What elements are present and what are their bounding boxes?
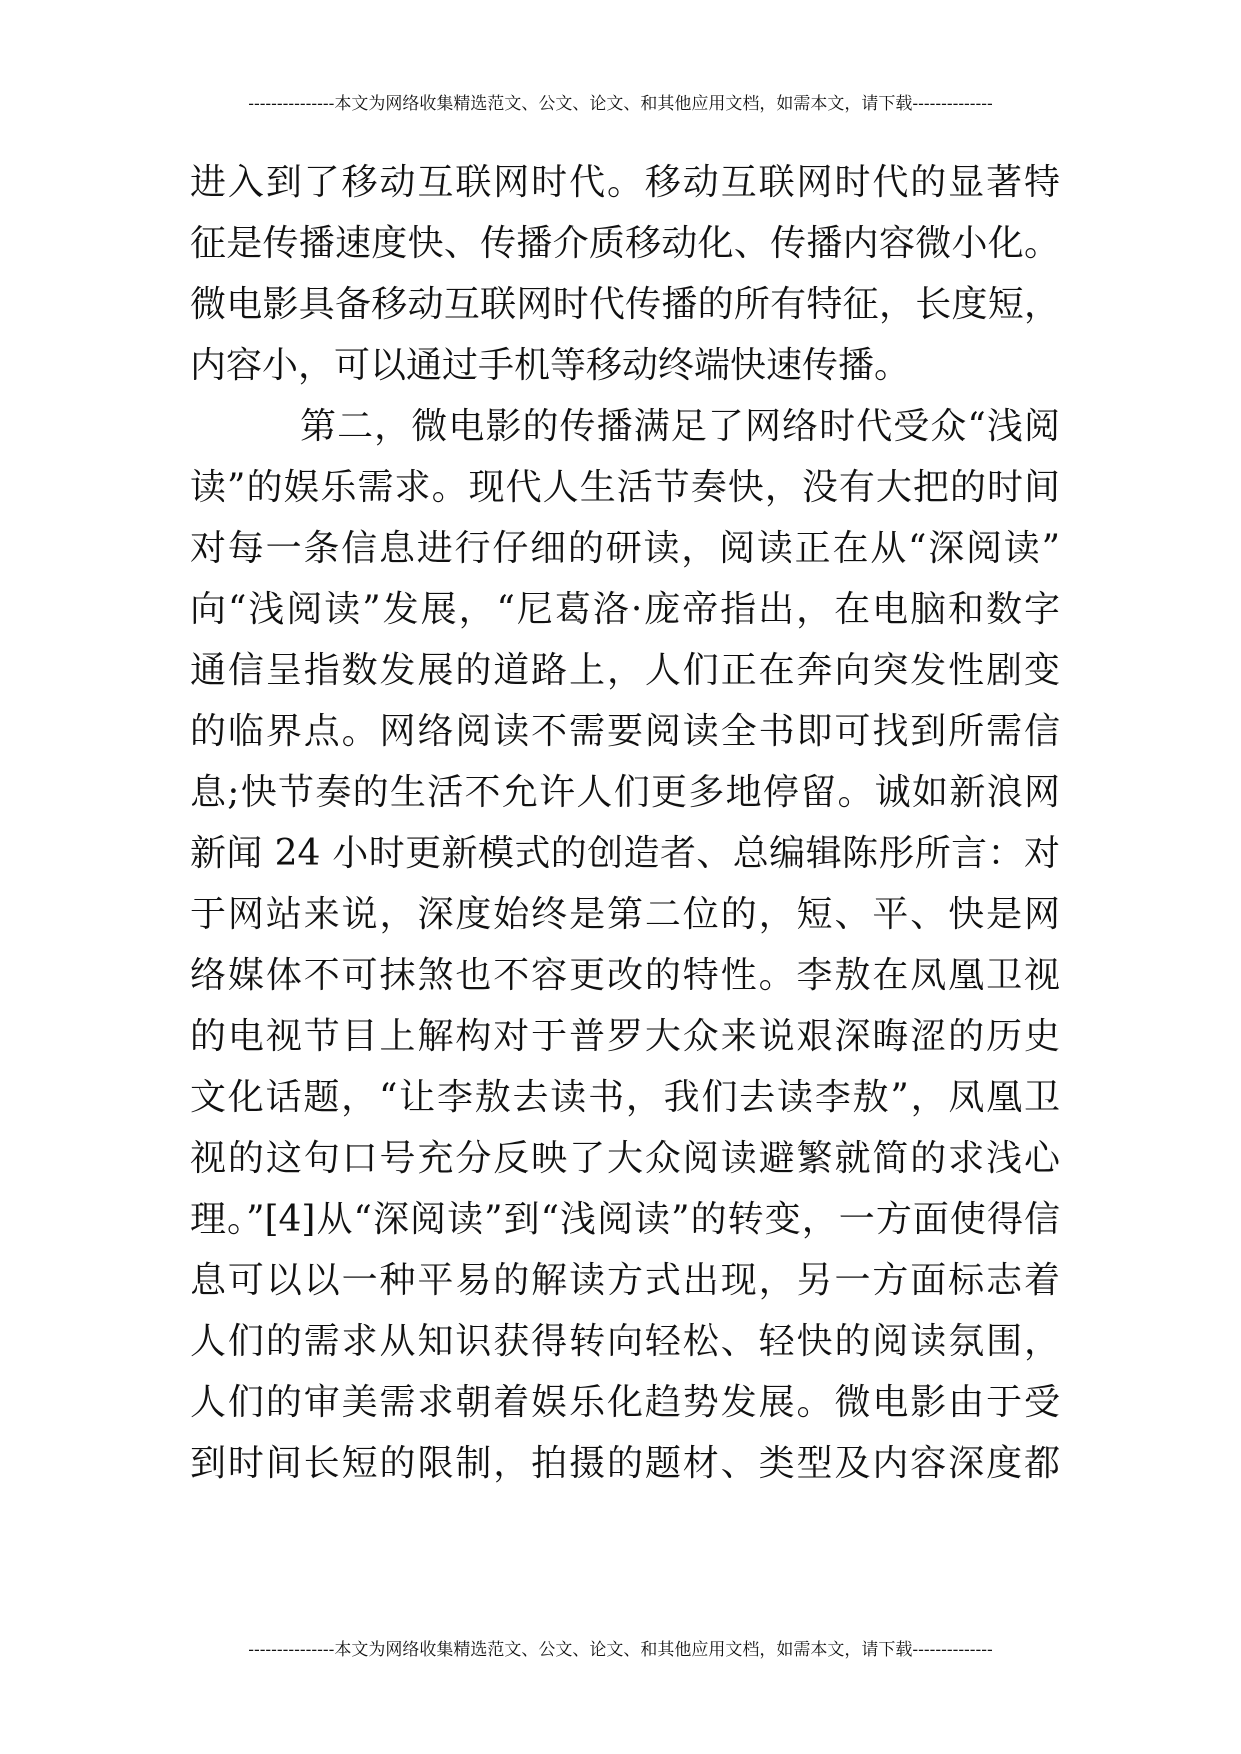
text-line: 的临界点。网络阅读不需要阅读全书即可找到所需信 [190, 711, 1060, 752]
text-line: 的电视节目上解构对于普罗大众来说艰深晦涩的历史 [190, 1016, 1060, 1057]
text-line: 通信呈指数发展的道路上，人们正在奔向突发性剧变 [190, 650, 1060, 691]
text-line: 理。”[4]从“深阅读”到“浅阅读”的转变，一方面使得信 [190, 1199, 1060, 1240]
text-line: 人们的需求从知识获得转向轻松、轻快的阅读氛围， [190, 1321, 1060, 1362]
text-line: 微电影具备移动互联网时代传播的所有特征，长度短， [190, 284, 1060, 325]
text-line: 文化话题，“让李敖去读书，我们去读李敖”，凤凰卫 [190, 1077, 1060, 1118]
text-line: 息;快节奏的生活不允许人们更多地停留。诚如新浪网 [190, 772, 1060, 813]
footer-banner: ---------------本文为网络收集精选范文、公文、论文、和其他应用文档，如需本文，请下载-------------- [248, 1640, 993, 1660]
text-line: 到时间长短的限制，拍摄的题材、类型及内容深度都 [190, 1443, 1060, 1484]
text-line: 视的这句口号充分反映了大众阅读避繁就简的求浅心 [190, 1138, 1060, 1179]
text-line: 第二，微电影的传播满足了网络时代受众“浅阅 [300, 406, 1060, 447]
text-line: 于网站来说，深度始终是第二位的，短、平、快是网 [190, 894, 1060, 935]
paragraph-1 [190, 152, 1060, 396]
document-body [190, 152, 1060, 1494]
header-banner: ---------------本文为网络收集精选范文、公文、论文、和其他应用文档，如需本文，请下载-------------- [248, 94, 993, 114]
text-line: 对每一条信息进行仔细的研读，阅读正在从“深阅读” [190, 528, 1060, 569]
paragraph-2 [190, 396, 1060, 1494]
text-line: 进入到了移动互联网时代。移动互联网时代的显著特 [190, 162, 1060, 203]
text-line: 内容小，可以通过手机等移动终端快速传播。 [190, 345, 911, 386]
text-line: 征是传播速度快、传播介质移动化、传播内容微小化。 [190, 223, 1060, 264]
text-line: 新闻 24 小时更新模式的创造者、总编辑陈彤所言：对 [190, 833, 1060, 874]
text-line: 络媒体不可抹煞也不容更改的特性。李敖在凤凰卫视 [190, 955, 1060, 996]
text-line: 读”的娱乐需求。现代人生活节奏快，没有大把的时间 [190, 467, 1060, 508]
text-line: 息可以以一种平易的解读方式出现，另一方面标志着 [190, 1260, 1060, 1301]
text-line: 向“浅阅读”发展，“尼葛洛·庞帝指出，在电脑和数字 [190, 589, 1060, 630]
text-line: 人们的审美需求朝着娱乐化趋势发展。微电影由于受 [190, 1382, 1060, 1423]
